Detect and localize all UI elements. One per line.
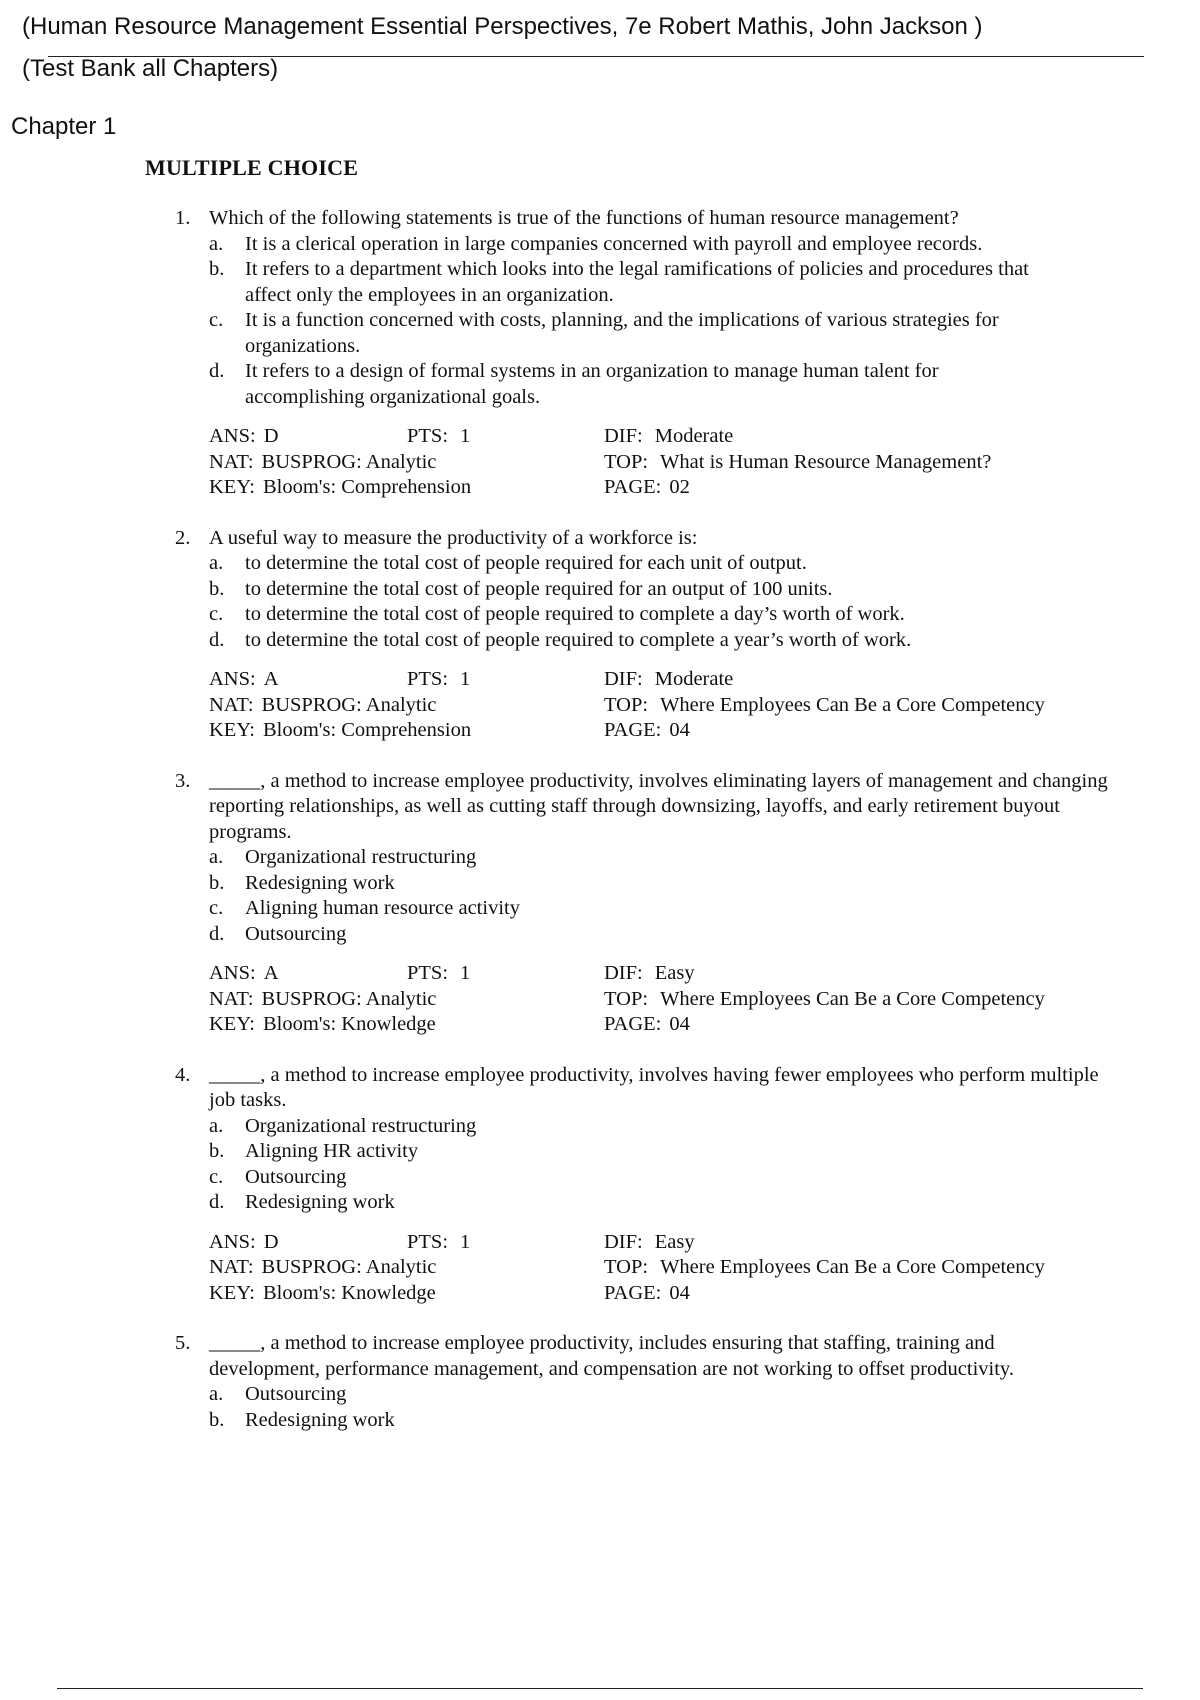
answer-option (0, 628, 1200, 654)
question-item (0, 1331, 1200, 1433)
points-cell (407, 667, 470, 693)
ans-value: A (263, 962, 279, 984)
answer-cell (209, 667, 407, 693)
dif-value: Moderate (654, 425, 734, 447)
page-value: 04 (669, 1281, 690, 1304)
key-value: Bloom's: Knowledge (262, 1281, 436, 1304)
dif-value: Easy (654, 962, 695, 984)
question-stem (0, 206, 1200, 232)
key-row (209, 475, 604, 501)
nat-label: NAT: (209, 693, 254, 716)
option-text: Organizational restructuring (245, 846, 477, 868)
question-item (0, 526, 1200, 744)
pts-value: 1 (460, 962, 471, 984)
option-text: Aligning HR activity (245, 1140, 419, 1162)
top-row (604, 693, 1160, 719)
answer-options (0, 551, 1200, 653)
option-text: to determine the total cost of people required for an output of 100 units. (245, 577, 833, 600)
points-cell (407, 424, 470, 450)
nat-value: BUSPROG: Analytic (261, 693, 437, 716)
dif-row (604, 1230, 1160, 1256)
page-value: 04 (669, 719, 690, 741)
page-row (604, 718, 1160, 744)
question-stem (0, 1331, 1200, 1382)
key-value: Bloom's: Comprehension (262, 476, 472, 498)
answer-cell (209, 424, 407, 450)
ans-value: D (263, 1230, 279, 1253)
answer-metadata (0, 1230, 1200, 1307)
pts-label: PTS: (407, 668, 449, 690)
question-number: 5. (175, 1332, 191, 1354)
answer-points-row (209, 1230, 604, 1256)
answer-option (0, 359, 1200, 410)
answer-option (0, 1408, 1200, 1434)
option-text: Aligning human resource activity (245, 897, 520, 919)
answer-points-row (209, 667, 604, 693)
metadata-right-column (604, 667, 1160, 744)
answer-option (0, 551, 1200, 577)
pts-label: PTS: (407, 425, 449, 447)
page-label: PAGE: (604, 719, 662, 741)
option-letter: c. (209, 897, 224, 919)
pts-label: PTS: (407, 1230, 449, 1253)
key-label: KEY: (209, 719, 255, 741)
page-row (604, 475, 1160, 501)
question-text: _____, a method to increase employee productivity, involves having fewer employees who perform multiple job tasks. (209, 1063, 1099, 1111)
document-subtitle: (Test Bank all Chapters) (22, 55, 279, 82)
key-row (209, 1281, 604, 1307)
nat-row (209, 987, 604, 1013)
page-row (604, 1012, 1160, 1038)
answer-metadata (0, 667, 1200, 744)
question-number: 3. (175, 769, 191, 792)
answer-option (0, 871, 1200, 897)
answer-options (0, 845, 1200, 947)
option-text: Organizational restructuring (245, 1114, 477, 1137)
nat-label: NAT: (209, 450, 254, 473)
option-letter: c. (209, 309, 224, 331)
option-letter: d. (209, 922, 225, 945)
pts-label: PTS: (407, 962, 449, 984)
dif-label: DIF: (604, 962, 643, 984)
ans-label: ANS: (209, 668, 256, 690)
metadata-right-column (604, 961, 1160, 1038)
answer-option (0, 257, 1200, 308)
top-label: TOP: (604, 987, 649, 1010)
answer-options (0, 1114, 1200, 1216)
metadata-left-column (209, 1230, 604, 1307)
question-text: _____, a method to increase employee productivity, involves eliminating layers of management and changing reporting relationships, as well as cutting staff through downsizing, layoffs, and early retirement buyout programs. (209, 769, 1108, 843)
key-value: Bloom's: Comprehension (262, 719, 472, 741)
key-label: KEY: (209, 476, 255, 498)
ans-label: ANS: (209, 1230, 256, 1253)
dif-row (604, 961, 1160, 987)
dif-label: DIF: (604, 1230, 643, 1253)
top-row (604, 987, 1160, 1013)
option-letter: b. (209, 577, 225, 600)
top-row (604, 1255, 1160, 1281)
answer-option (0, 896, 1200, 922)
key-label: KEY: (209, 1013, 255, 1035)
top-label: TOP: (604, 1256, 649, 1278)
ans-label: ANS: (209, 962, 256, 984)
option-letter: b. (209, 871, 225, 894)
points-cell (407, 1230, 470, 1256)
question-list (0, 206, 1200, 1458)
option-letter: a. (209, 232, 224, 255)
option-text: to determine the total cost of people required to complete a year’s worth of work. (245, 628, 912, 651)
dif-value: Easy (654, 1230, 695, 1253)
question-stem (0, 526, 1200, 552)
answer-option (0, 922, 1200, 948)
option-letter: a. (209, 1383, 224, 1405)
option-text: It is a clerical operation in large companies concerned with payroll and employee records. (245, 232, 983, 255)
page-row (604, 1281, 1160, 1307)
question-item (0, 206, 1200, 501)
answer-cell (209, 961, 407, 987)
answer-option (0, 1190, 1200, 1216)
answer-option (0, 577, 1200, 603)
key-row (209, 1012, 604, 1038)
answer-option (0, 1114, 1200, 1140)
top-label: TOP: (604, 450, 649, 473)
answer-option (0, 308, 1200, 359)
page-label: PAGE: (604, 476, 662, 498)
option-text: to determine the total cost of people required to complete a day’s worth of work. (245, 603, 905, 625)
ans-value: D (263, 425, 279, 447)
dif-row (604, 424, 1160, 450)
option-letter: d. (209, 1191, 225, 1213)
nat-label: NAT: (209, 1256, 254, 1278)
chapter-label: Chapter 1 (11, 113, 117, 140)
ans-value: A (263, 668, 279, 690)
top-value: Where Employees Can Be a Core Competency (660, 1256, 1045, 1278)
answer-points-row (209, 424, 604, 450)
pts-value: 1 (460, 668, 471, 690)
option-text: It refers to a department which looks into the legal ramifications of policies and procedures that affect only the employees in an organization. (245, 258, 1029, 306)
nat-row (209, 1255, 604, 1281)
answer-points-row (209, 961, 604, 987)
option-letter: c. (209, 1165, 224, 1188)
option-text: Outsourcing (245, 1383, 347, 1405)
dif-row (604, 667, 1160, 693)
option-text: Redesigning work (245, 1408, 395, 1431)
nat-value: BUSPROG: Analytic (261, 1256, 437, 1278)
question-stem (0, 1063, 1200, 1114)
nat-label: NAT: (209, 987, 254, 1010)
option-text: Redesigning work (245, 871, 395, 894)
page-value: 04 (669, 1013, 690, 1035)
option-letter: d. (209, 360, 225, 382)
option-text: to determine the total cost of people required for each unit of output. (245, 552, 807, 574)
page-value: 02 (669, 476, 690, 498)
option-letter: b. (209, 1140, 225, 1162)
key-row (209, 718, 604, 744)
question-text: A useful way to measure the productivity of a workforce is: (209, 526, 698, 549)
pts-value: 1 (460, 425, 471, 447)
answer-cell (209, 1230, 407, 1256)
pts-value: 1 (460, 1230, 471, 1253)
ans-label: ANS: (209, 425, 256, 447)
document-title: (Human Resource Management Essential Perspectives, 7e Robert Mathis, John Jackson ) (22, 13, 983, 40)
section-heading: MULTIPLE CHOICE (145, 155, 359, 180)
option-letter: b. (209, 1408, 225, 1431)
question-text: Which of the following statements is true of the functions of human resource management? (209, 207, 959, 229)
answer-option (0, 1382, 1200, 1408)
points-cell (407, 961, 470, 987)
metadata-left-column (209, 961, 604, 1038)
option-letter: c. (209, 603, 224, 625)
answer-option (0, 1165, 1200, 1191)
metadata-left-column (209, 424, 604, 501)
option-text: Outsourcing (245, 922, 347, 945)
dif-label: DIF: (604, 425, 643, 447)
nat-value: BUSPROG: Analytic (261, 450, 437, 473)
answer-options (0, 232, 1200, 411)
answer-metadata (0, 424, 1200, 501)
option-text: It is a function concerned with costs, planning, and the implications of various strategies for organizations. (245, 309, 999, 357)
dif-label: DIF: (604, 668, 643, 690)
nat-row (209, 693, 604, 719)
metadata-right-column (604, 1230, 1160, 1307)
option-letter: a. (209, 846, 224, 868)
top-value: Where Employees Can Be a Core Competency (660, 693, 1045, 716)
option-letter: d. (209, 628, 225, 651)
answer-option (0, 602, 1200, 628)
metadata-right-column (604, 424, 1160, 501)
answer-metadata (0, 961, 1200, 1038)
dif-value: Moderate (654, 668, 734, 690)
option-text: Redesigning work (245, 1191, 395, 1213)
option-text: It refers to a design of formal systems in an organization to manage human talent for accomplishing organizational goals. (245, 360, 939, 408)
question-item (0, 1063, 1200, 1307)
top-row (604, 450, 1160, 476)
answer-option (0, 1139, 1200, 1165)
option-letter: b. (209, 258, 225, 280)
answer-option (0, 232, 1200, 258)
key-label: KEY: (209, 1281, 255, 1304)
question-text: _____, a method to increase employee productivity, includes ensuring that staffing, training and development, performance management, and compensation are not working to offset productivity. (209, 1332, 1014, 1380)
page-label: PAGE: (604, 1013, 662, 1035)
key-value: Bloom's: Knowledge (262, 1013, 436, 1035)
top-label: TOP: (604, 693, 649, 716)
question-number: 4. (175, 1063, 191, 1086)
metadata-left-column (209, 667, 604, 744)
top-value: Where Employees Can Be a Core Competency (660, 987, 1045, 1010)
option-text: Outsourcing (245, 1165, 347, 1188)
option-letter: a. (209, 1114, 224, 1137)
question-stem (0, 769, 1200, 846)
nat-row (209, 450, 604, 476)
page-label: PAGE: (604, 1281, 662, 1304)
question-number: 2. (175, 526, 191, 549)
answer-options (0, 1382, 1200, 1433)
question-item (0, 769, 1200, 1038)
answer-option (0, 845, 1200, 871)
nat-value: BUSPROG: Analytic (261, 987, 437, 1010)
footer-divider (57, 1688, 1143, 1689)
option-letter: a. (209, 552, 224, 574)
top-value: What is Human Resource Management? (660, 450, 992, 473)
question-number: 1. (175, 207, 191, 229)
